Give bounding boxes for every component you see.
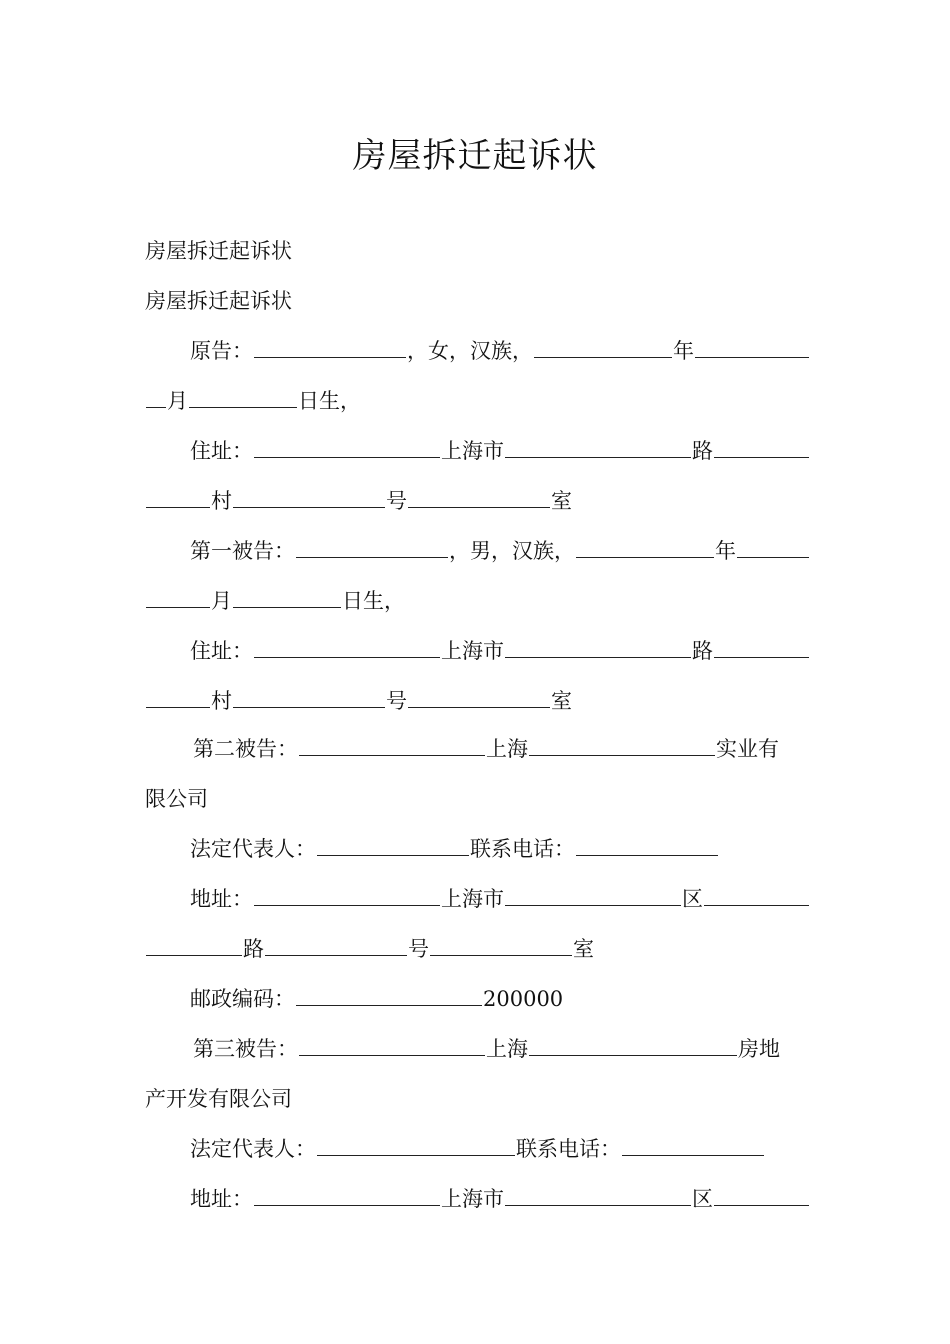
defendant2-postal-blank	[296, 985, 482, 1006]
address2-blank-d	[146, 687, 210, 708]
defendant2-city: 上海	[486, 737, 528, 761]
defendant2-postal-label: 邮政编码：	[190, 987, 295, 1011]
defendant3-phone-label: 联系电话：	[516, 1137, 621, 1161]
defendant2-district: 区	[682, 887, 703, 911]
address2-city: 上海市	[441, 639, 504, 663]
address2-blank-b	[505, 637, 691, 658]
defendant1-month-blank-cont	[146, 587, 210, 608]
defendant2-phone-blank	[576, 835, 718, 856]
address2-village: 村	[211, 689, 232, 713]
defendant3-rep-line	[190, 1134, 810, 1164]
defendant2-suffix-b: 限公司	[145, 787, 208, 811]
defendant2-blank-b	[529, 735, 715, 756]
defendant1-month-label: 月	[211, 589, 232, 613]
defendant3-address-line	[190, 1184, 810, 1214]
defendant3-addr-blank-a	[254, 1185, 440, 1206]
defendant3-blank-a	[299, 1035, 485, 1056]
address2-room: 室	[551, 689, 572, 713]
defendant2-number: 号	[408, 937, 429, 961]
address1-city: 上海市	[441, 439, 504, 463]
address2-label: 住址：	[190, 639, 253, 663]
defendant3-city: 上海	[486, 1037, 528, 1061]
plaintiff-day-blank	[189, 387, 297, 408]
heading-line-1: 房屋拆迁起诉状	[145, 239, 292, 263]
defendant1-line	[190, 536, 810, 566]
defendant3-label: 第三被告：	[193, 1037, 298, 1061]
address1-room: 室	[551, 489, 572, 513]
heading-line-2: 房屋拆迁起诉状	[145, 289, 292, 313]
defendant2-rep-blank	[317, 835, 469, 856]
plaintiff-year-label: 年	[673, 339, 694, 363]
defendant2-addr-label: 地址：	[190, 887, 253, 911]
defendant2-rep-line	[190, 834, 810, 864]
defendant3-addr-city: 上海市	[441, 1187, 504, 1211]
plaintiff-year-blank	[534, 337, 672, 358]
defendant1-day-blank	[233, 587, 341, 608]
address1-blank-a	[254, 437, 440, 458]
address2-blank-c	[714, 637, 809, 658]
defendant1-year-label: 年	[715, 539, 736, 563]
address1-blank-e	[233, 487, 385, 508]
address1-road: 路	[692, 439, 713, 463]
address1-blank-b	[505, 437, 691, 458]
address1-village: 村	[211, 489, 232, 513]
defendant1-address-line	[190, 636, 810, 666]
defendant2-room: 室	[573, 937, 594, 961]
address2-blank-a	[254, 637, 440, 658]
address2-number: 号	[386, 689, 407, 713]
plaintiff-gender-ethnic: ，女，汉族，	[407, 339, 533, 363]
plaintiff-address-line-cont	[145, 486, 810, 516]
defendant2-addr-blank-a	[254, 885, 440, 906]
defendant1-name-blank	[296, 537, 448, 558]
defendant2-addr-blank-e	[265, 935, 407, 956]
plaintiff-name-blank	[254, 337, 406, 358]
plaintiff-line-cont	[145, 386, 810, 416]
defendant2-label: 第二被告：	[193, 737, 298, 761]
defendant3-addr-label: 地址：	[190, 1187, 253, 1211]
defendant1-line-cont	[145, 586, 810, 616]
defendant3-rep-blank	[317, 1135, 515, 1156]
defendant2-address-line-cont	[145, 934, 810, 964]
address1-blank-f	[408, 487, 550, 508]
plaintiff-day-label: 日生，	[298, 389, 361, 413]
defendant2-addr-blank-d	[146, 935, 242, 956]
defendant3-district: 区	[692, 1187, 713, 1211]
address1-blank-c	[714, 437, 809, 458]
address1-number: 号	[386, 489, 407, 513]
defendant2-road: 路	[243, 937, 264, 961]
address2-blank-f	[408, 687, 550, 708]
defendant3-blank-b	[529, 1035, 737, 1056]
defendant2-rep-label: 法定代表人：	[190, 837, 316, 861]
plaintiff-month-blank	[695, 337, 809, 358]
defendant1-month-blank	[737, 537, 809, 558]
defendant2-line	[193, 734, 810, 764]
defendant1-year-blank	[576, 537, 714, 558]
defendant3-addr-blank-b	[505, 1185, 691, 1206]
defendant3-suffix-b: 产开发有限公司	[145, 1087, 292, 1111]
defendant3-phone-blank	[622, 1135, 764, 1156]
plaintiff-month-blank-cont	[146, 387, 166, 408]
defendant1-day-label: 日生，	[342, 589, 405, 613]
defendant3-rep-label: 法定代表人：	[190, 1137, 316, 1161]
defendant3-suffix-a: 房地	[738, 1037, 780, 1061]
defendant2-suffix-a: 实业有	[716, 737, 779, 761]
plaintiff-line	[190, 336, 810, 366]
address1-label: 住址：	[190, 439, 253, 463]
plaintiff-month-label: 月	[167, 389, 188, 413]
defendant1-address-line-cont	[145, 686, 810, 716]
defendant2-addr-city: 上海市	[441, 887, 504, 911]
defendant2-address-line	[190, 884, 810, 914]
defendant2-phone-label: 联系电话：	[470, 837, 575, 861]
defendant2-postal-code: 200000	[483, 987, 564, 1011]
defendant1-label: 第一被告：	[190, 539, 295, 563]
defendant3-line	[193, 1034, 810, 1064]
defendant2-addr-blank-c	[704, 885, 809, 906]
defendant1-gender-ethnic: ，男，汉族，	[449, 539, 575, 563]
defendant2-postal-line	[190, 984, 810, 1014]
address2-blank-e	[233, 687, 385, 708]
defendant2-addr-blank-f	[430, 935, 572, 956]
defendant2-addr-blank-b	[505, 885, 681, 906]
plaintiff-label: 原告：	[190, 339, 253, 363]
address1-blank-d	[146, 487, 210, 508]
plaintiff-address-line	[190, 436, 810, 466]
document-title: 房屋拆迁起诉状	[352, 136, 598, 176]
defendant3-addr-blank-c	[714, 1185, 809, 1206]
address2-road: 路	[692, 639, 713, 663]
defendant2-blank-a	[299, 735, 485, 756]
